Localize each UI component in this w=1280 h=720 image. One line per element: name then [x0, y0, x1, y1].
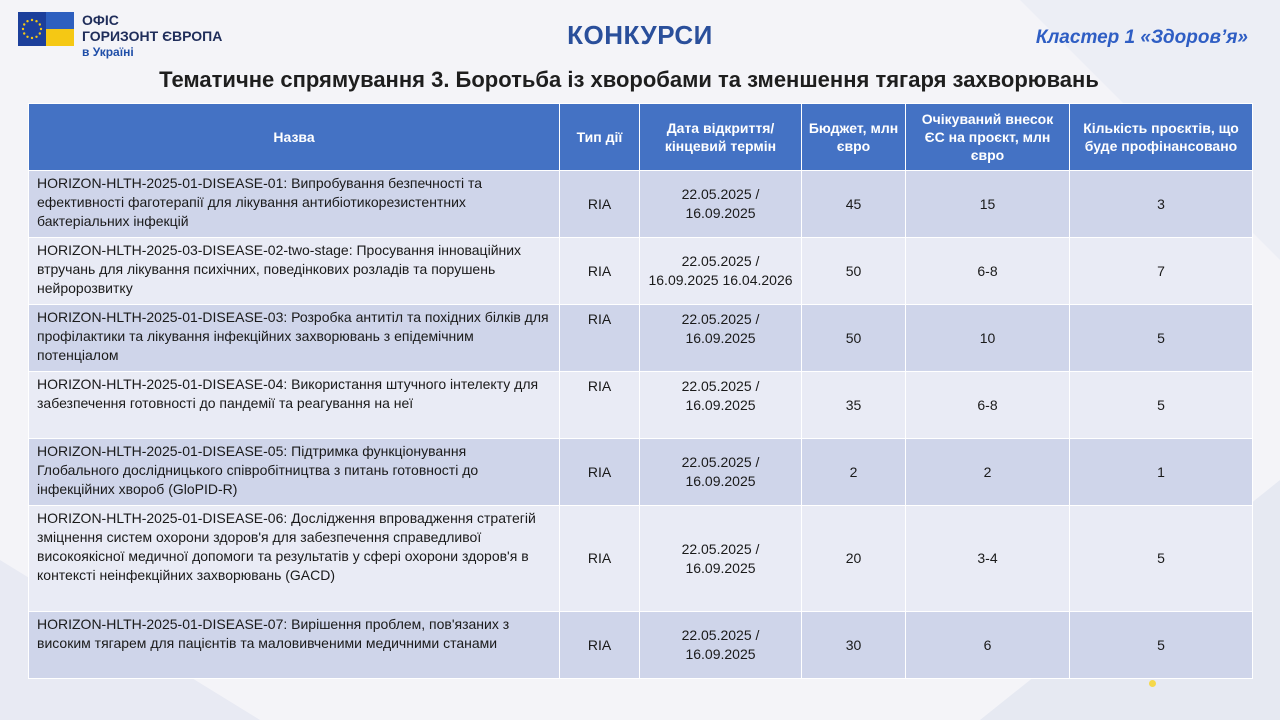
column-header-dates: Дата відкриття/ кінцевий термін	[640, 104, 802, 171]
cell-type: RIA	[560, 506, 640, 612]
column-header-budget: Бюджет, млн євро	[802, 104, 906, 171]
table-row	[29, 439, 1253, 506]
cell-name: HORIZON-HLTH-2025-01-DISEASE-06: Дослідження впровадження стратегій зміцнення систем охорони здоров'я для забезпечення справедливої високоякісної медичної допомоги та результатів у сфері охорони здоров'я в контексті неінфекційних захворювань (GACD)	[29, 506, 560, 612]
table-row	[29, 305, 1253, 372]
cell-name: HORIZON-HLTH-2025-01-DISEASE-01: Випробування безпечності та ефективності фаготерапії для лікування антибіотикорезистентних бактеріальних інфекцій	[29, 171, 560, 238]
cell-name: HORIZON-HLTH-2025-01-DISEASE-05: Підтримка функціонування Глобального дослідницького співробітництва з питань готовності до інфекційних хвороб (GloPID-R)	[29, 439, 560, 506]
cell-contribution: 2	[906, 439, 1070, 506]
table-row	[29, 238, 1253, 305]
cell-budget: 45	[802, 171, 906, 238]
cell-contribution: 6	[906, 612, 1070, 679]
table-row	[29, 506, 1253, 612]
cell-budget: 35	[802, 372, 906, 439]
cell-contribution: 6-8	[906, 238, 1070, 305]
cell-contribution: 3-4	[906, 506, 1070, 612]
cell-projects: 5	[1070, 612, 1253, 679]
logo-line-2: ГОРИЗОНТ ЄВРОПА	[82, 28, 223, 44]
column-header-contribution: Очікуваний внесок ЄС на проєкт, млн євро	[906, 104, 1070, 171]
cell-projects: 5	[1070, 506, 1253, 612]
column-header-type: Тип дії	[560, 104, 640, 171]
table-row	[29, 171, 1253, 238]
table-row	[29, 612, 1253, 679]
table-row	[29, 372, 1253, 439]
cell-budget: 30	[802, 612, 906, 679]
cell-type: RIA	[560, 171, 640, 238]
cell-type: RIA	[560, 372, 640, 439]
cell-projects: 1	[1070, 439, 1253, 506]
cell-type: RIA	[560, 305, 640, 372]
cell-budget: 20	[802, 506, 906, 612]
calls-table	[28, 103, 1253, 679]
logo-line-1: ОФІС	[82, 12, 119, 28]
cell-dates: 22.05.2025 / 16.09.2025	[640, 305, 802, 372]
table-header-row	[29, 104, 1253, 171]
cell-contribution: 15	[906, 171, 1070, 238]
cell-dates: 22.05.2025 / 16.09.2025	[640, 506, 802, 612]
cell-projects: 3	[1070, 171, 1253, 238]
cell-type: RIA	[560, 612, 640, 679]
cell-name: HORIZON-HLTH-2025-03-DISEASE-02-two-stage: Просування інноваційних втручань для лікування психічних, поведінкових розладів та порушень нейророзвитку	[29, 238, 560, 305]
cell-projects: 5	[1070, 305, 1253, 372]
cell-projects: 5	[1070, 372, 1253, 439]
cell-dates: 22.05.2025 / 16.09.2025	[640, 372, 802, 439]
column-header-projects: Кількість проєктів, що буде профінансовано	[1070, 104, 1253, 171]
cell-type: RIA	[560, 439, 640, 506]
cell-budget: 2	[802, 439, 906, 506]
cell-budget: 50	[802, 305, 906, 372]
section-subtitle: Тематичне спрямування 3. Боротьба із хворобами та зменшення тягаря захворювань	[159, 67, 1099, 92]
cell-dates: 22.05.2025 / 16.09.2025	[640, 612, 802, 679]
cell-contribution: 6-8	[906, 372, 1070, 439]
cell-dates: 22.05.2025 / 16.09.2025 16.04.2026	[640, 238, 802, 305]
column-header-name: Назва	[29, 104, 560, 171]
cell-type: RIA	[560, 238, 640, 305]
cell-dates: 22.05.2025 / 16.09.2025	[640, 439, 802, 506]
cell-name: HORIZON-HLTH-2025-01-DISEASE-03: Розробка антитіл та похідних білків для профілактики та лікування інфекційних захворювань з епідемічним потенціалом	[29, 305, 560, 372]
cell-name: HORIZON-HLTH-2025-01-DISEASE-04: Використання штучного інтелекту для забезпечення готовності до пандемії та реагування на неї	[29, 372, 560, 439]
cell-name: HORIZON-HLTH-2025-01-DISEASE-07: Вирішення проблем, пов'язаних з високим тягарем для пацієнтів та маловивченими медичними станами	[29, 612, 560, 679]
cell-budget: 50	[802, 238, 906, 305]
cell-contribution: 10	[906, 305, 1070, 372]
cell-projects: 7	[1070, 238, 1253, 305]
cell-dates: 22.05.2025 / 16.09.2025	[640, 171, 802, 238]
decorative-dot	[1149, 680, 1156, 687]
cluster-label: Кластер 1 «Здоров’я»	[1035, 27, 1248, 48]
logo-line-3: в Україні	[82, 45, 134, 59]
page-title: КОНКУРСИ	[567, 20, 713, 50]
